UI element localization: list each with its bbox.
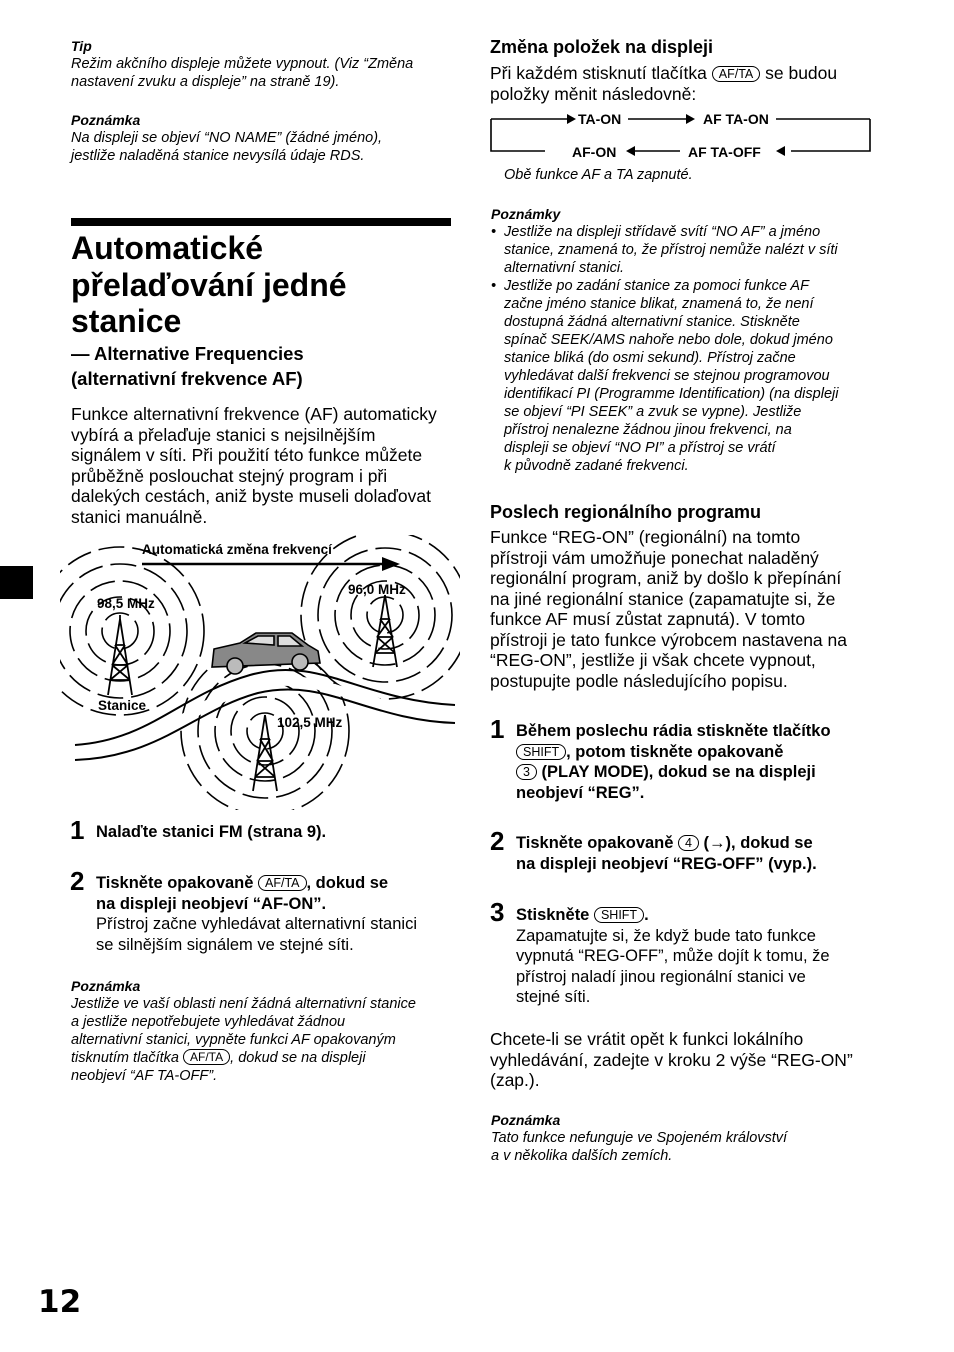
step-desc: Zapamatujte si, že když bude tato funkce [516,926,816,945]
bullet-line: se objeví “PI SEEK” a zvuk se vypne). Jestliže [504,404,802,420]
note-heading: Poznámka [491,1112,561,1128]
tip-heading: Tip [71,38,92,54]
section-paragraph [490,63,890,104]
freq-label-left: 98,5 MHz [97,596,155,611]
paragraph-line: vyhledávání, zadejte v kroku 2 výše “REG-ON” [490,1049,853,1070]
intro-line: dalekých cestách, aniž byste museli dolaďovat [71,486,431,506]
step-number: 3 [490,897,505,927]
station-label: Stanice [98,698,147,713]
cycle-caption: Obě funkce AF a TA zapnuté. [504,167,693,183]
tip-block [71,37,461,91]
af-ta-key: AF/TA [712,66,761,82]
bullet-line: stanice, znamená to, že přístroj nemůže nalézt v síti [504,242,838,258]
notes-bullet [491,277,891,475]
notes-block [491,205,891,475]
bullet-line: k původně zadané frekvenci. [504,458,689,474]
bullet-text [504,223,838,277]
intro-line: signálem v síti. Při použití této funkce můžete [71,445,423,465]
step-text: , potom tiskněte opakovaně [566,742,784,761]
af-ta-key: AF/TA [258,875,307,891]
note-block [71,111,461,165]
step-text: Stiskněte [516,906,594,924]
paragraph-line: funkce AF musí zůstat zapnutá). V tomto [490,609,806,629]
bullet-line: spínač SEEK/AMS nahoře nebo dole, dokud jméno [504,332,833,348]
step-line [96,873,466,894]
step-desc: stejné síti. [516,988,591,1006]
closing-paragraph [490,1029,890,1091]
section-tab-marker [0,566,33,599]
paragraph-line: “REG-ON”, jestliže ji však chcete vypnout, [490,650,816,670]
step-line: Během poslechu rádia stiskněte tlačítko [516,722,831,740]
step-desc: přístroj naladí jinou regionální stanici ve [516,967,806,986]
paragraph-line: regionální program, aniž by došlo k přepínání [490,568,842,588]
step-block [96,873,466,955]
step-desc: vypnutá “REG-OFF”, může dojít k tomu, že [516,947,830,965]
bullet-text [504,277,838,475]
note-block [71,977,471,1085]
step-desc: Přístroj začne vyhledávat alternativní stanici [96,915,417,933]
bullet-line: Jestliže na displeji střídavě svítí “NO AF” a jméno [504,224,821,240]
step-line [516,742,896,763]
title-line: přelaďování jedné [71,266,347,303]
frequency-arrow [142,557,400,571]
page-number: 12 [38,1284,82,1320]
title-line: Automatické [71,230,264,266]
bullet-line: stanice bliká (do osmi sekund). Přístroj začne [504,350,796,366]
shift-key: SHIFT [516,744,566,760]
step-desc: se silnějším signálem ve stejné síti. [96,935,354,954]
bullet-line: začne jméno stanice blikat, znamená to, že není [504,296,814,312]
step-number: 1 [490,714,505,744]
note-line: Tato funkce nefunguje ve Spojeném království [491,1130,788,1146]
paragraph-text: Při každém stisknutí tlačítka [490,63,712,83]
section-subtitle [71,342,461,391]
bullet-line: přístroj nenalezne žádnou jinou frekvenci, na [504,422,792,438]
step-text: (PLAY MODE), dokud se na displeji [536,763,816,781]
step-line: neobjeví “REG”. [516,783,645,802]
step-text: . [644,906,649,924]
step-text: Tiskněte opakovaně [96,874,259,892]
tower-left [108,615,132,695]
paragraph-line: položky měnit následovně: [490,83,697,104]
step-line [516,762,896,783]
note-line: Na displeji se objeví “NO NAME” (žádné jméno), [71,130,383,146]
title-rule [71,218,451,226]
bullet-dot: • [491,278,497,294]
note-text: , dokud se na displeji [230,1050,366,1066]
subtitle-line: (alternativní frekvence AF) [71,367,303,389]
freq-label-bottom: 102,5 MHz [277,715,343,730]
title-line: stanice [71,303,182,339]
step-text: (→), dokud se [698,834,813,852]
step-text: , dokud se [306,874,389,892]
paragraph-text: se budou [760,63,838,83]
tip-line: nastavení zvuku a displeje” na straně 19). [71,74,340,90]
freq-label-right: 96,0 MHz [348,582,406,597]
note-text: tisknutím tlačítka [71,1050,184,1066]
section-heading: Změna položek na displeji [490,37,714,57]
note-line: jestliže naladěná stanice nevysílá údaje RDS. [71,148,365,164]
step-line [516,833,896,854]
step-number: 2 [70,866,85,896]
notes-heading: Poznámky [491,206,561,222]
number-4-key: 4 [678,835,699,851]
bullet-line: displeji se objeví “NO PI” a přístroj se vrátí [504,440,776,456]
note-heading: Poznámka [71,978,141,994]
number-3-key: 3 [516,764,537,780]
note-block [491,1111,891,1165]
step-number: 1 [70,815,85,845]
step-block [516,721,896,803]
intro-line: průběžně poslouchat stejný program i při [71,465,388,486]
tip-line: Režim akčního displeje můžete vypnout. (Viz “Změna [71,56,414,72]
arrow-label: Automatická změna frekvencí [142,542,332,557]
step-line: na displeji neobjeví “AF-ON”. [96,894,327,913]
note-heading: Poznámka [71,112,141,128]
bullet-line: alternativní stanici. [504,260,625,276]
notes-bullet [491,223,891,277]
cycle-item-ta-on: TA-ON [578,111,622,127]
paragraph-line: na jiné regionální stanice (zapamatujte si, že [490,588,836,609]
intro-line: stanici manuálně. [71,506,208,527]
cycle-item-af-ta-on: AF TA-ON [703,111,769,127]
paragraph-line: postupujte podle následujícího popisu. [490,670,788,691]
paragraph-line: přístroji vám umožňuje ponechat naladěný [490,547,819,568]
intro-line: Funkce alternativní frekvence (AF) automaticky [71,404,437,424]
bullet-dot: • [491,224,497,240]
note-line: alternativní stanici, vypněte funkci AF opakovaným [71,1032,396,1048]
section-title [71,230,461,340]
note-line: neobjeví “AF TA-OFF”. [71,1068,218,1084]
paragraph-line: (zap.). [490,1070,540,1090]
step-line [516,905,896,926]
bullet-line: Jestliže po zadání stanice za pomoci funkce AF [504,278,809,294]
section-heading: Poslech regionálního programu [490,502,762,522]
paragraph-line: Funkce “REG-ON” (regionální) na tomto [490,527,801,547]
cycle-item-af-ta-off: AF TA-OFF [688,144,761,160]
bullet-line: identifikací PI (Programme Identification) (na displeji [504,386,839,402]
intro-line: vybírá a přelaďuje stanici s nejsilnějším [71,424,376,445]
section-paragraph [490,527,890,691]
note-line [71,1049,471,1067]
display-cycle-diagram [488,108,873,162]
paragraph-line [490,63,890,84]
step-text: Nalaďte stanici FM (strana 9). [96,823,327,841]
af-illustration [60,535,460,810]
step-number: 2 [490,826,505,856]
intro-paragraph [71,404,471,527]
note-line: a jestliže nepotřebujete vyhledávat žádnou [71,1014,346,1030]
step-text: Tiskněte opakovaně [516,834,679,852]
cycle-item-af-on: AF-ON [572,144,617,160]
step-line: na displeji neobjeví “REG-OFF” (vyp.). [516,854,817,873]
step-block [516,833,896,874]
note-line: a v několika dalších zemích. [491,1148,673,1164]
note-line: Jestliže ve vaší oblasti není žádná alternativní stanice [71,996,416,1012]
bullet-line: dostupná žádná alternativní stanice. Stiskněte [504,314,800,330]
af-ta-key: AF/TA [183,1049,230,1065]
bullet-line: vyhledávat další frekvenci se stejnou programovou [504,368,830,384]
paragraph-line: přístroji je tato funkce výrobcem nastavena na [490,629,847,650]
subtitle-line: — Alternative Frequencies [71,343,304,364]
paragraph-line: Chcete-li se vrátit opět k funkci lokálního [490,1029,804,1049]
shift-key: SHIFT [594,907,644,923]
step-block [516,905,896,1008]
